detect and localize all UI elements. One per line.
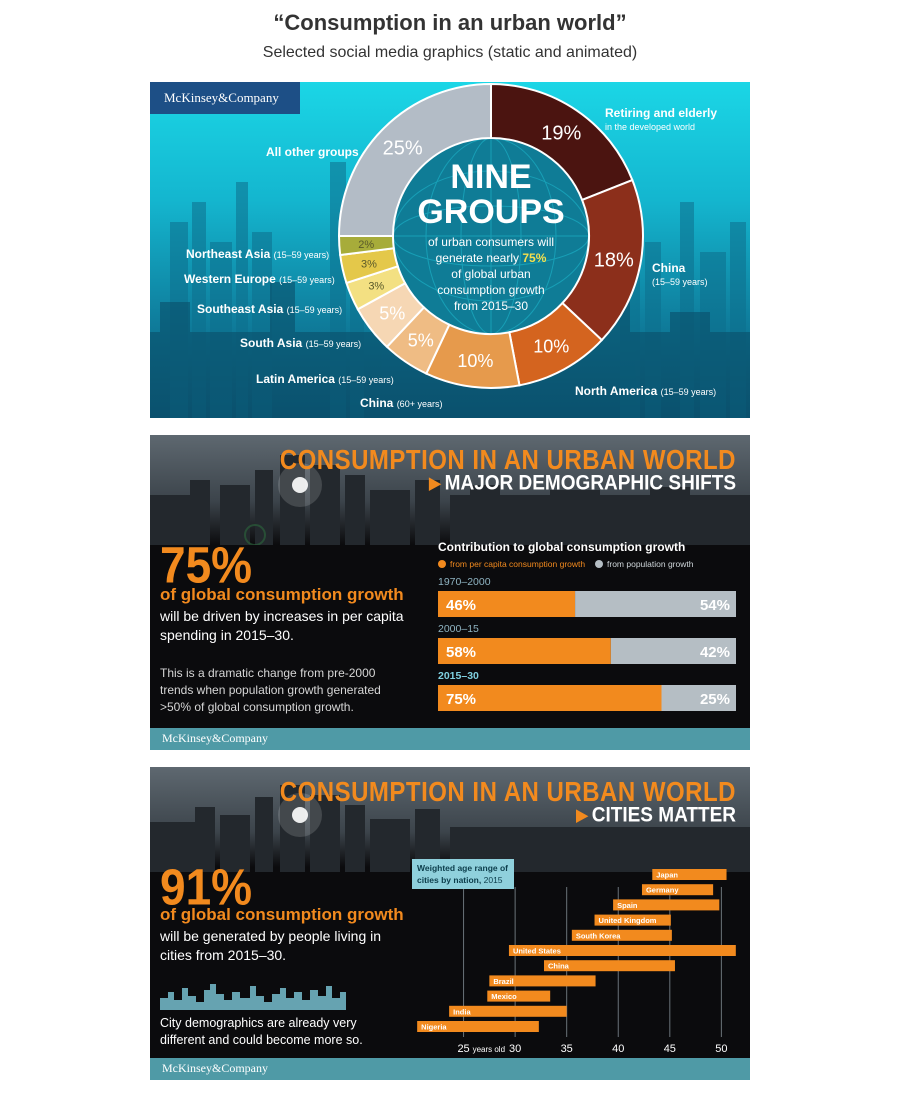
mckinsey-logo: McKinsey&Company: [162, 731, 268, 745]
panel-subtitle: [576, 804, 736, 828]
bar-value-label: 25%: [699, 691, 730, 708]
label-note: (15–59 years): [273, 250, 330, 260]
country-label: United Kingdom: [598, 916, 657, 926]
panel-subtitle-text: CITIES MATTER: [591, 804, 736, 828]
label-retiring-elderly: [605, 107, 717, 134]
stat-note: City demographics are already very different and could become more so.: [160, 1016, 363, 1047]
stat-note: This is a dramatic change from pre-2000 trends when population growth generated >50% of global consumption growth.: [160, 666, 381, 714]
label-note: (15–59 years): [305, 339, 362, 349]
page-subtitle: Selected social media graphics (static and animated): [262, 44, 638, 61]
label-note: (15–59 years): [279, 275, 335, 285]
center-text-b: generate nearly: [435, 251, 519, 265]
donut-slice-label: 2%: [358, 238, 375, 251]
label-name: All other groups: [266, 145, 359, 159]
label-note: (15–59 years): [652, 277, 708, 287]
label-name: Retiring and elderly: [605, 106, 718, 120]
label-north-america: [575, 384, 716, 398]
nine-groups-panel: [150, 82, 750, 418]
label-note: (15–59 years): [286, 305, 343, 315]
label-all-other-groups: [266, 145, 359, 159]
country-label: Germany: [645, 885, 679, 895]
footer-bar: [150, 728, 750, 750]
tick-label: 25: [457, 1043, 470, 1055]
label-note: (15–59 years): [338, 375, 394, 385]
donut-slice-label: 5%: [379, 303, 406, 324]
label-china-60plus: [360, 396, 442, 410]
donut-slice-label: 3%: [368, 280, 385, 293]
center-text-e: from 2015–30: [453, 299, 529, 313]
country-label: Spain: [617, 900, 638, 910]
country-label: India: [453, 1007, 471, 1017]
country-label: Mexico: [491, 992, 517, 1002]
label-western-europe: [184, 272, 335, 286]
tick-label: 40: [612, 1043, 625, 1055]
panel-subtitle: [429, 472, 736, 496]
donut-slice-label: 10%: [457, 351, 494, 372]
panel-title: CONSUMPTION IN AN URBAN WORLD: [279, 445, 736, 477]
bar-value-label: 46%: [446, 597, 477, 614]
country-label: United States: [512, 946, 561, 956]
contribution-bar-chart: [430, 535, 750, 735]
tick-label: 35: [560, 1043, 573, 1055]
city-silhouette-icon: [160, 980, 350, 1010]
age-range-chart: [412, 859, 742, 1059]
chart-title-line2: cities by nation, 2015: [417, 875, 503, 885]
footer-bar: [150, 1058, 750, 1080]
triangle-right-icon: ▶: [576, 806, 588, 825]
country-label: China: [548, 961, 569, 971]
panel-title: CONSUMPTION IN AN URBAN WORLD: [279, 777, 736, 809]
axis-unit: years old: [472, 1045, 506, 1054]
center-line-groups: GROUPS: [417, 193, 565, 231]
chart-title-line1: Weighted age range of: [417, 863, 508, 873]
tick-label: 30: [509, 1043, 522, 1055]
demographic-shifts-panel: [150, 435, 750, 750]
cities-matter-panel: [150, 767, 750, 1080]
label-name: Southeast Asia: [197, 302, 284, 316]
label-note: (60+ years): [396, 399, 443, 409]
category-label: 1970–2000: [438, 576, 491, 588]
legend-swatch: [595, 560, 603, 568]
stat-lead: of global consumption growth: [160, 905, 404, 924]
triangle-right-icon: ▶: [429, 474, 441, 493]
center-body: [393, 234, 589, 314]
donut-slice-label: 3%: [361, 258, 377, 271]
mckinsey-logo: McKinsey&Company: [150, 82, 300, 114]
chart-title: Contribution to global consumption growth: [438, 540, 686, 554]
big-stat: 75%: [160, 536, 253, 594]
label-name: Latin America: [256, 372, 335, 386]
center-text-a: of urban consumers will: [427, 235, 555, 249]
label-name: North America: [575, 384, 658, 398]
page-title: “Consumption in an urban world”: [273, 10, 627, 35]
label-name: China: [652, 261, 686, 275]
label-latin-america: [256, 372, 394, 386]
bar-value-label: 42%: [699, 644, 730, 661]
label-note: in the developed world: [605, 122, 696, 132]
label-name: South Asia: [240, 336, 303, 350]
bar-value-label: 58%: [446, 644, 477, 661]
donut-slice-label: 10%: [533, 336, 570, 357]
legend-label: from population growth: [607, 559, 694, 569]
label-south-asia: [240, 336, 361, 350]
center-line-nine: NINE: [450, 158, 532, 196]
label-note: (15–59 years): [660, 387, 717, 397]
label-northeast-asia: [186, 247, 329, 261]
label-southeast-asia: [197, 302, 342, 316]
stat-body: will be generated by people living in cities from 2015–30.: [160, 928, 382, 963]
country-label: Brazil: [493, 976, 514, 986]
tick-label: 50: [715, 1043, 728, 1055]
big-stat: 91%: [160, 858, 253, 916]
donut-slice-label: 19%: [541, 122, 582, 145]
legend-swatch: [438, 560, 446, 568]
stat-body: will be driven by increases in per capita spending in 2015–30.: [160, 608, 404, 643]
bar-value-label: 75%: [446, 691, 477, 708]
label-china-15-59: [652, 262, 708, 289]
center-text-c: of global urban: [451, 267, 531, 281]
donut-slice-label: 18%: [593, 249, 634, 272]
donut-slice-label: 5%: [407, 330, 434, 351]
category-label: 2015–30: [438, 670, 479, 682]
country-label: Japan: [656, 870, 678, 880]
tick-label: 45: [663, 1043, 676, 1055]
stat-lead: of global consumption growth: [160, 585, 404, 604]
label-name: Western Europe: [184, 272, 276, 286]
label-name: Northeast Asia: [186, 247, 271, 261]
mckinsey-logo: McKinsey&Company: [162, 1061, 268, 1075]
panel-subtitle-text: MAJOR DEMOGRAPHIC SHIFTS: [444, 472, 736, 496]
center-text-d: consumption growth: [437, 283, 545, 297]
center-highlight: 75%: [522, 251, 547, 265]
donut-center-text: [393, 160, 589, 314]
donut-slice-label: 25%: [382, 137, 423, 160]
country-label: Nigeria: [421, 1022, 447, 1032]
bar-value-label: 54%: [699, 597, 730, 614]
country-label: South Korea: [575, 931, 621, 941]
center-text-b-row: [393, 250, 589, 266]
category-label: 2000–15: [438, 623, 479, 635]
legend-label: from per capita consumption growth: [450, 559, 586, 569]
label-name: China: [360, 396, 394, 410]
